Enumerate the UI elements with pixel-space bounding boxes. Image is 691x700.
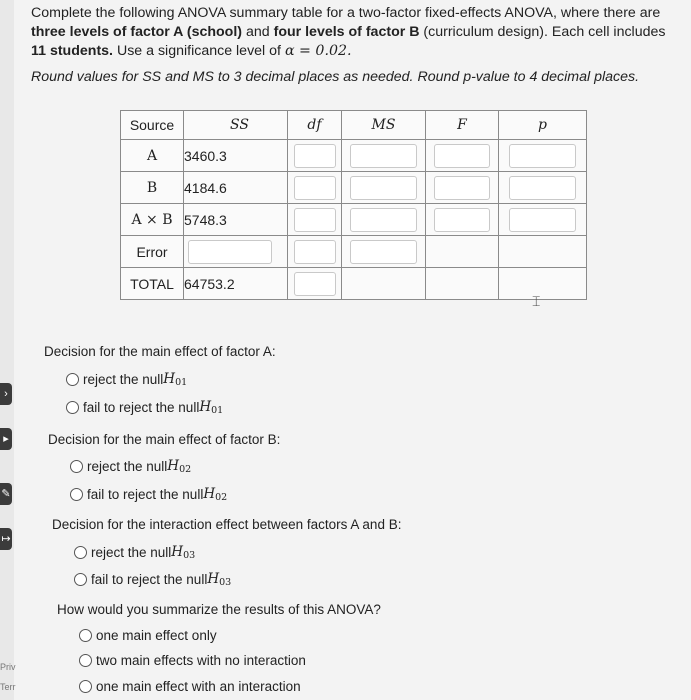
ms-error-input[interactable]	[350, 240, 417, 264]
p-b-input[interactable]	[509, 176, 576, 200]
decision-b-reject[interactable]: reject the null H 02	[70, 458, 191, 474]
decision-b-fail[interactable]: fail to reject the null H 02	[70, 486, 227, 502]
ss-total: 64753.2	[184, 268, 288, 300]
df-b-input[interactable]	[294, 176, 336, 200]
source-a: A	[121, 140, 184, 172]
exit-icon[interactable]: ↦	[0, 528, 12, 550]
privacy-link[interactable]: Priv	[0, 662, 16, 672]
ss-error-input[interactable]	[188, 240, 272, 264]
df-axb-input[interactable]	[294, 208, 336, 232]
col-header-f: F	[426, 111, 499, 140]
radio-icon[interactable]	[79, 629, 92, 642]
radio-icon[interactable]	[66, 373, 79, 386]
decision-a-reject[interactable]: reject the null H 01	[66, 371, 187, 387]
col-header-ss: SS	[184, 111, 288, 140]
f-error-empty	[426, 236, 499, 268]
source-b: B	[121, 172, 184, 204]
df-a-input[interactable]	[294, 144, 336, 168]
decision-a-fail[interactable]: fail to reject the null H 01	[66, 399, 223, 415]
summary-option-2[interactable]: two main effects with no interaction	[79, 653, 306, 668]
table-row	[121, 172, 587, 204]
f-b-input[interactable]	[434, 176, 490, 200]
radio-icon[interactable]	[74, 546, 87, 559]
table-row	[121, 140, 587, 172]
df-error-input[interactable]	[294, 240, 336, 264]
p-total-empty	[499, 268, 587, 300]
summary-option-1[interactable]: one main effect only	[79, 628, 217, 643]
table-row	[121, 268, 587, 300]
radio-icon[interactable]	[74, 573, 87, 586]
df-total-input[interactable]	[294, 272, 336, 296]
radio-icon[interactable]	[79, 680, 92, 693]
ms-axb-input[interactable]	[350, 208, 417, 232]
f-a-input[interactable]	[434, 144, 490, 168]
table-header-row	[121, 111, 587, 140]
source-error: Error	[121, 236, 184, 268]
rounding-instruction: Round values for SS and MS to 3 decimal places as needed. Round p-value to 4 decimal places.	[31, 69, 640, 85]
radio-icon[interactable]	[70, 488, 83, 501]
table-row	[121, 236, 587, 268]
radio-icon[interactable]	[70, 460, 83, 473]
arrow-right-icon[interactable]: ›	[0, 383, 12, 405]
f-axb-input[interactable]	[434, 208, 490, 232]
p-axb-input[interactable]	[509, 208, 576, 232]
ss-a: 3460.3	[184, 140, 288, 172]
summary-label: How would you summarize the results of this ANOVA?	[57, 602, 381, 617]
left-edge-bar	[0, 0, 14, 700]
decision-axb-label: Decision for the interaction effect between factors A and B:	[52, 517, 402, 532]
ms-total-empty	[342, 268, 426, 300]
f-total-empty	[426, 268, 499, 300]
p-a-input[interactable]	[509, 144, 576, 168]
ms-b-input[interactable]	[350, 176, 417, 200]
radio-icon[interactable]	[66, 401, 79, 414]
ss-axb: 5748.3	[184, 204, 288, 236]
flag-icon[interactable]: ▸	[0, 428, 12, 450]
decision-b-label: Decision for the main effect of factor B:	[48, 432, 281, 447]
col-header-ms: MS	[342, 111, 426, 140]
ms-a-input[interactable]	[350, 144, 417, 168]
col-header-p: p	[499, 111, 587, 140]
question-text: Complete the following ANOVA summary table for a two-factor fixed-effects ANOVA, where there are three levels of factor A (school) and four levels of factor B (curriculum design). Each cell includes 11 students. Use a significance level of α = 0.02. Round values for SS and MS to 3 decimal places as needed. Round p-value to 4 decimal places.	[31, 4, 671, 87]
pencil-icon[interactable]: ✎	[0, 483, 12, 505]
text-cursor-icon: ⌶	[532, 293, 541, 309]
ss-b: 4184.6	[184, 172, 288, 204]
source-axb: A × B	[121, 204, 184, 236]
table-row	[121, 204, 587, 236]
decision-axb-fail[interactable]: fail to reject the null H 03	[74, 571, 231, 587]
p-error-empty	[499, 236, 587, 268]
decision-a-label: Decision for the main effect of factor A:	[44, 344, 276, 359]
decision-axb-reject[interactable]: reject the null H 03	[74, 544, 195, 560]
source-total: TOTAL	[121, 268, 184, 300]
radio-icon[interactable]	[79, 654, 92, 667]
terms-link[interactable]: Terr	[0, 682, 16, 692]
anova-table	[120, 110, 587, 300]
col-header-source: Source	[121, 111, 184, 140]
col-header-df: df	[288, 111, 342, 140]
summary-option-3[interactable]: one main effect with an interaction	[79, 679, 301, 694]
